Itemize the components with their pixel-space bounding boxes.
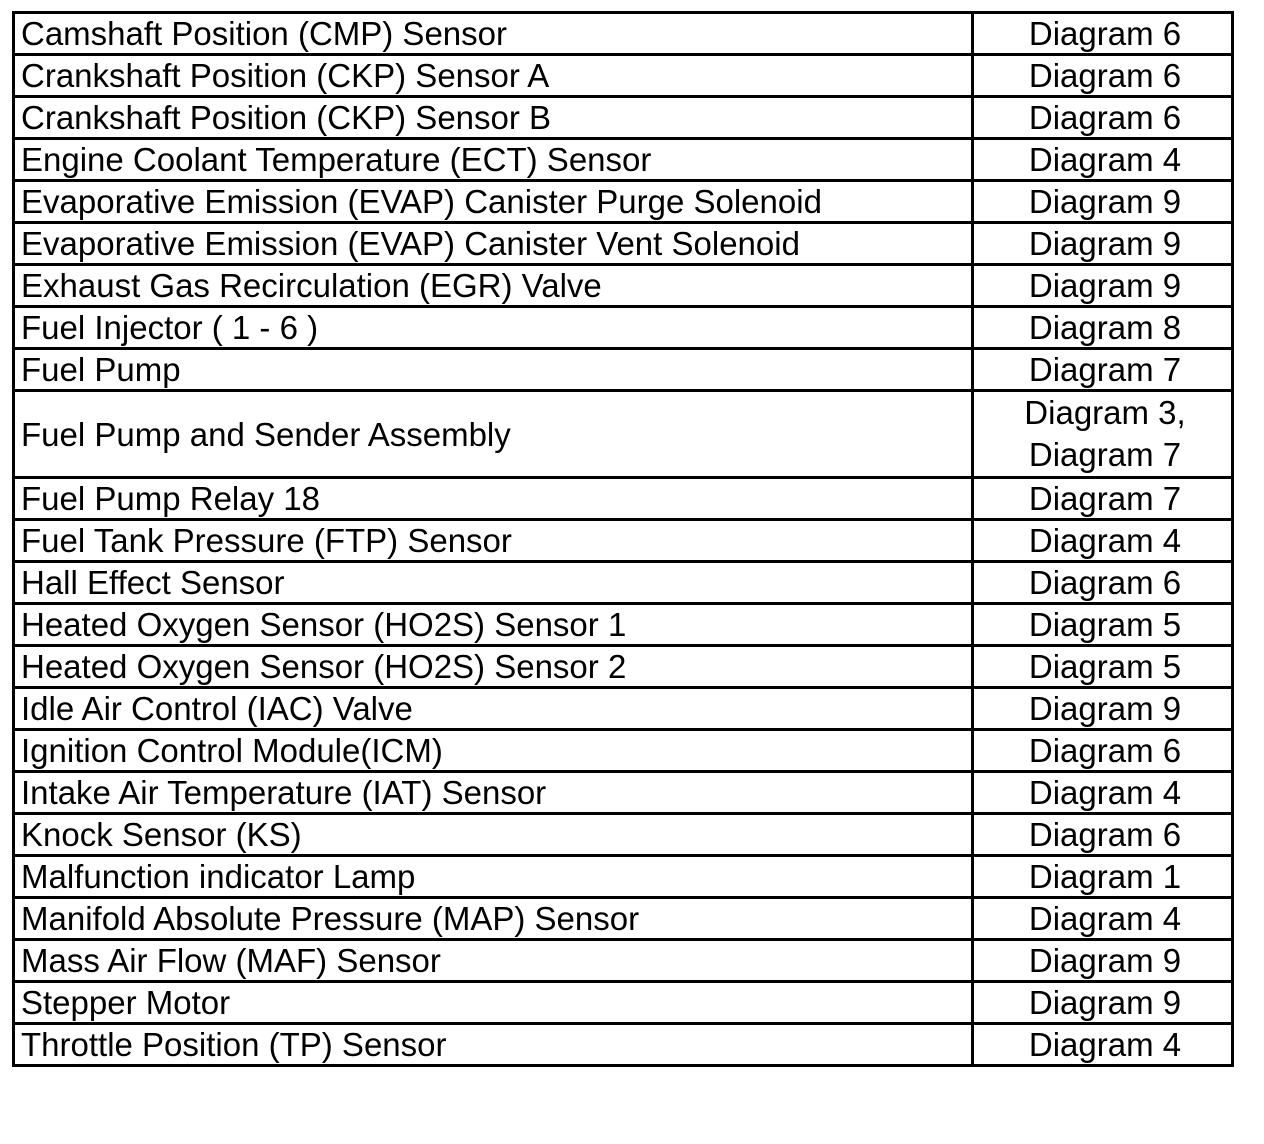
table-row [14, 307, 1233, 349]
diagram-reference: Diagram 4 [1028, 774, 1182, 811]
diagram-reference-cell [973, 898, 1233, 940]
diagram-reference: Diagram 4 [1028, 1026, 1182, 1063]
diagram-reference-cell [973, 520, 1233, 562]
diagram-reference-cell [973, 856, 1233, 898]
component-name-cell: Camshaft Position (CMP) Sensor [14, 13, 973, 55]
component-name-cell: Throttle Position (TP) Sensor [14, 1024, 973, 1066]
diagram-reference: Diagram 7 [1028, 436, 1182, 473]
table-row [14, 520, 1233, 562]
diagram-reference: Diagram 7 [1028, 480, 1182, 517]
component-name-cell: Ignition Control Module(ICM) [14, 730, 973, 772]
component-name-cell: Fuel Tank Pressure (FTP) Sensor [14, 520, 973, 562]
component-name-cell: Idle Air Control (IAC) Valve [14, 688, 973, 730]
diagram-reference-cell [973, 223, 1233, 265]
diagram-reference: Diagram 6 [1028, 99, 1182, 136]
diagram-reference: Diagram 9 [1028, 942, 1182, 979]
table-row [14, 13, 1233, 55]
diagram-reference: Diagram 7 [1028, 351, 1182, 388]
component-name-cell: Crankshaft Position (CKP) Sensor B [14, 97, 973, 139]
diagram-reference-cell [973, 349, 1233, 391]
diagram-reference: Diagram 6 [1028, 732, 1182, 769]
component-name-cell: Heated Oxygen Sensor (HO2S) Sensor 1 [14, 604, 973, 646]
diagram-reference: Diagram 9 [1028, 267, 1182, 304]
diagram-reference-cell [973, 982, 1233, 1024]
diagram-reference: Diagram 9 [1028, 984, 1182, 1021]
component-name-cell: Exhaust Gas Recirculation (EGR) Valve [14, 265, 973, 307]
diagram-reference-cell [973, 562, 1233, 604]
diagram-reference-cell [973, 940, 1233, 982]
diagram-reference: Diagram 6 [1028, 816, 1182, 853]
table-row [14, 856, 1233, 898]
diagram-reference-cell [973, 772, 1233, 814]
diagram-reference-cell [973, 478, 1233, 520]
diagram-reference: Diagram 1 [1028, 858, 1182, 895]
diagram-reference-cell [973, 181, 1233, 223]
component-name-cell: Fuel Injector ( 1 - 6 ) [14, 307, 973, 349]
diagram-reference-cell [973, 730, 1233, 772]
component-name-cell: Manifold Absolute Pressure (MAP) Sensor [14, 898, 973, 940]
diagram-reference-cell [973, 688, 1233, 730]
diagram-reference: Diagram 4 [1028, 900, 1182, 937]
diagram-reference-cell [973, 814, 1233, 856]
component-name-cell: Evaporative Emission (EVAP) Canister Vent Solenoid [14, 223, 973, 265]
diagram-reference: Diagram 3, [1024, 394, 1186, 431]
table-row [14, 139, 1233, 181]
table-row [14, 265, 1233, 307]
table-row [14, 898, 1233, 940]
table-row [14, 181, 1233, 223]
component-name-cell: Fuel Pump [14, 349, 973, 391]
component-name-cell: Heated Oxygen Sensor (HO2S) Sensor 2 [14, 646, 973, 688]
table-row [14, 940, 1233, 982]
diagram-reference: Diagram 6 [1028, 564, 1182, 601]
component-name-cell: Crankshaft Position (CKP) Sensor A [14, 55, 973, 97]
table-row [14, 478, 1233, 520]
component-name-cell: Fuel Pump Relay 18 [14, 478, 973, 520]
table-row [14, 349, 1233, 391]
component-name-cell: Evaporative Emission (EVAP) Canister Purge Solenoid [14, 181, 973, 223]
diagram-reference: Diagram 9 [1028, 183, 1182, 220]
diagram-reference-cell [973, 139, 1233, 181]
component-name-cell: Knock Sensor (KS) [14, 814, 973, 856]
table-row [14, 223, 1233, 265]
component-diagram-table [12, 11, 1234, 1067]
component-name-cell: Fuel Pump and Sender Assembly [14, 391, 973, 478]
diagram-reference: Diagram 9 [1028, 225, 1182, 262]
diagram-reference: Diagram 5 [1028, 648, 1182, 685]
diagram-reference: Diagram 6 [1028, 57, 1182, 94]
diagram-reference: Diagram 9 [1028, 690, 1182, 727]
component-name-cell: Engine Coolant Temperature (ECT) Sensor [14, 139, 973, 181]
table-row [14, 982, 1233, 1024]
diagram-reference-cell [973, 265, 1233, 307]
table-row [14, 55, 1233, 97]
component-name-cell: Malfunction indicator Lamp [14, 856, 973, 898]
table-row [14, 391, 1233, 478]
diagram-reference-cell [973, 1024, 1233, 1066]
table-row [14, 1024, 1233, 1066]
table-row [14, 814, 1233, 856]
diagram-reference-cell [973, 604, 1233, 646]
diagram-reference-cell [973, 97, 1233, 139]
table-row [14, 604, 1233, 646]
diagram-reference-cell [973, 307, 1233, 349]
component-name-cell: Mass Air Flow (MAF) Sensor [14, 940, 973, 982]
component-name-cell: Stepper Motor [14, 982, 973, 1024]
table-row [14, 562, 1233, 604]
diagram-reference: Diagram 8 [1028, 309, 1182, 346]
diagram-reference: Diagram 5 [1028, 606, 1182, 643]
table-row [14, 646, 1233, 688]
table-body [14, 13, 1233, 1066]
diagram-reference-cell [973, 55, 1233, 97]
diagram-reference-cell [973, 391, 1233, 478]
diagram-reference-cell [973, 13, 1233, 55]
component-name-cell: Intake Air Temperature (IAT) Sensor [14, 772, 973, 814]
diagram-reference-cell [973, 646, 1233, 688]
diagram-reference: Diagram 4 [1028, 522, 1182, 559]
table-row [14, 730, 1233, 772]
table-row [14, 97, 1233, 139]
component-name-cell: Hall Effect Sensor [14, 562, 973, 604]
table-row [14, 688, 1233, 730]
table-row [14, 772, 1233, 814]
diagram-reference: Diagram 4 [1028, 141, 1182, 178]
diagram-reference: Diagram 6 [1028, 15, 1182, 52]
